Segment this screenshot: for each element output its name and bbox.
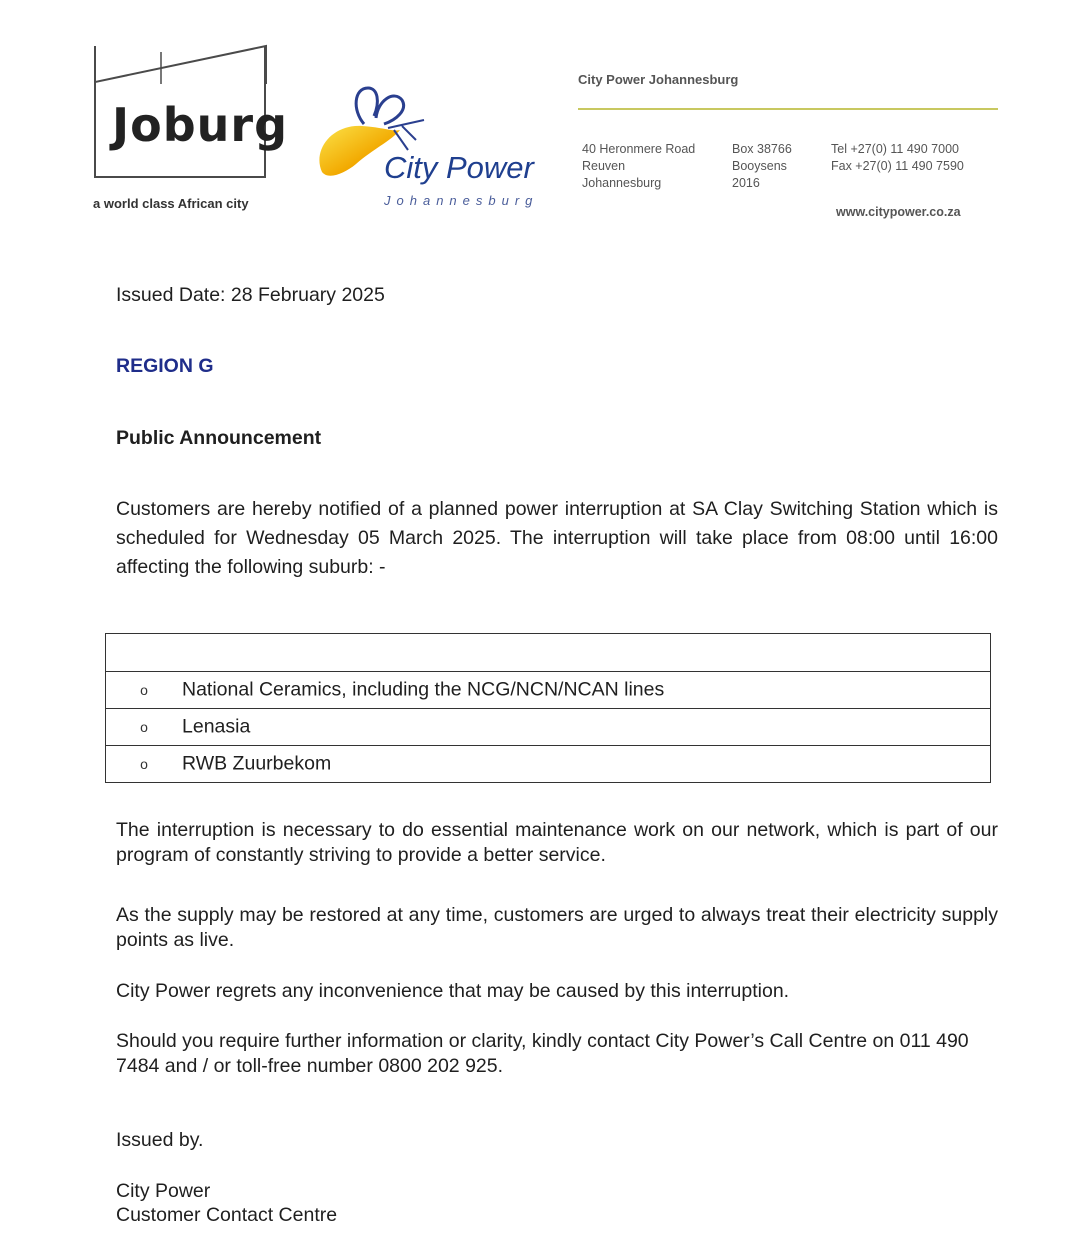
announcement-heading: Public Announcement xyxy=(116,427,322,449)
header-box xyxy=(732,141,792,192)
city-power-logo-text: City Power xyxy=(384,150,534,185)
bullet-icon: o xyxy=(140,719,148,736)
intro-paragraph: Customers are hereby notified of a planned power interruption at SA Clay Switching Station which is scheduled for Wednesday 05 March 2025. The interruption will take place from 08:00 until 16:00 affecting the following suburb: - xyxy=(116,498,998,578)
header-contact xyxy=(831,141,964,175)
suburb-table xyxy=(105,633,991,783)
joburg-logo-roof xyxy=(94,44,268,84)
box-line: Box 38766 xyxy=(732,142,792,156)
city-power-logo-subtext: Johannesburg xyxy=(384,193,539,208)
live-supply-paragraph: As the supply may be restored at any time, customers are urged to always treat their electricity supply points as live. xyxy=(116,904,998,951)
suburb-name: Lenasia xyxy=(182,715,251,738)
box-line: 2016 xyxy=(732,176,760,190)
address-line: Johannesburg xyxy=(582,176,662,190)
suburb-name: RWB Zuurbekom xyxy=(182,752,332,775)
issued-date: Issued Date: 28 February 2025 xyxy=(116,284,385,306)
joburg-logo-text: Joburg xyxy=(112,98,289,152)
table-row xyxy=(106,672,991,709)
contact-paragraph: Should you require further information or clarity, kindly contact City Power’s Call Centre on 011 490 7484 and / or toll-free number 0800 202 925. xyxy=(116,1030,969,1077)
contact-tel: Tel +27(0) 11 490 7000 xyxy=(831,142,959,156)
address-line: 40 Heronmere Road xyxy=(582,142,696,156)
contact-fax: Fax +27(0) 11 490 7590 xyxy=(831,159,964,173)
table-row xyxy=(106,709,991,746)
box-line: Booysens xyxy=(732,159,787,173)
header-company: City Power Johannesburg xyxy=(578,72,739,87)
address-line: Reuven xyxy=(582,159,626,173)
regret-paragraph: City Power regrets any inconvenience that may be caused by this interruption. xyxy=(116,980,790,1002)
joburg-tagline: a world class African city xyxy=(93,196,249,211)
bullet-icon: o xyxy=(140,756,148,773)
signoff-org: City Power xyxy=(116,1180,211,1202)
table-row xyxy=(106,746,991,783)
maintenance-paragraph: The interruption is necessary to do essential maintenance work on our network, which is part of our program of constantly striving to provide a better service. xyxy=(116,819,998,866)
header-address xyxy=(582,141,695,192)
header-website-link[interactable]: www.citypower.co.za xyxy=(836,205,961,219)
issued-by: Issued by. xyxy=(116,1129,204,1151)
suburb-name: National Ceramics, including the NCG/NCN/NCAN lines xyxy=(182,678,665,701)
header-divider xyxy=(578,108,998,110)
region-heading: REGION G xyxy=(116,355,214,377)
signoff-dept: Customer Contact Centre xyxy=(116,1204,338,1226)
bullet-icon: o xyxy=(140,682,148,699)
table-header-row xyxy=(106,634,991,672)
